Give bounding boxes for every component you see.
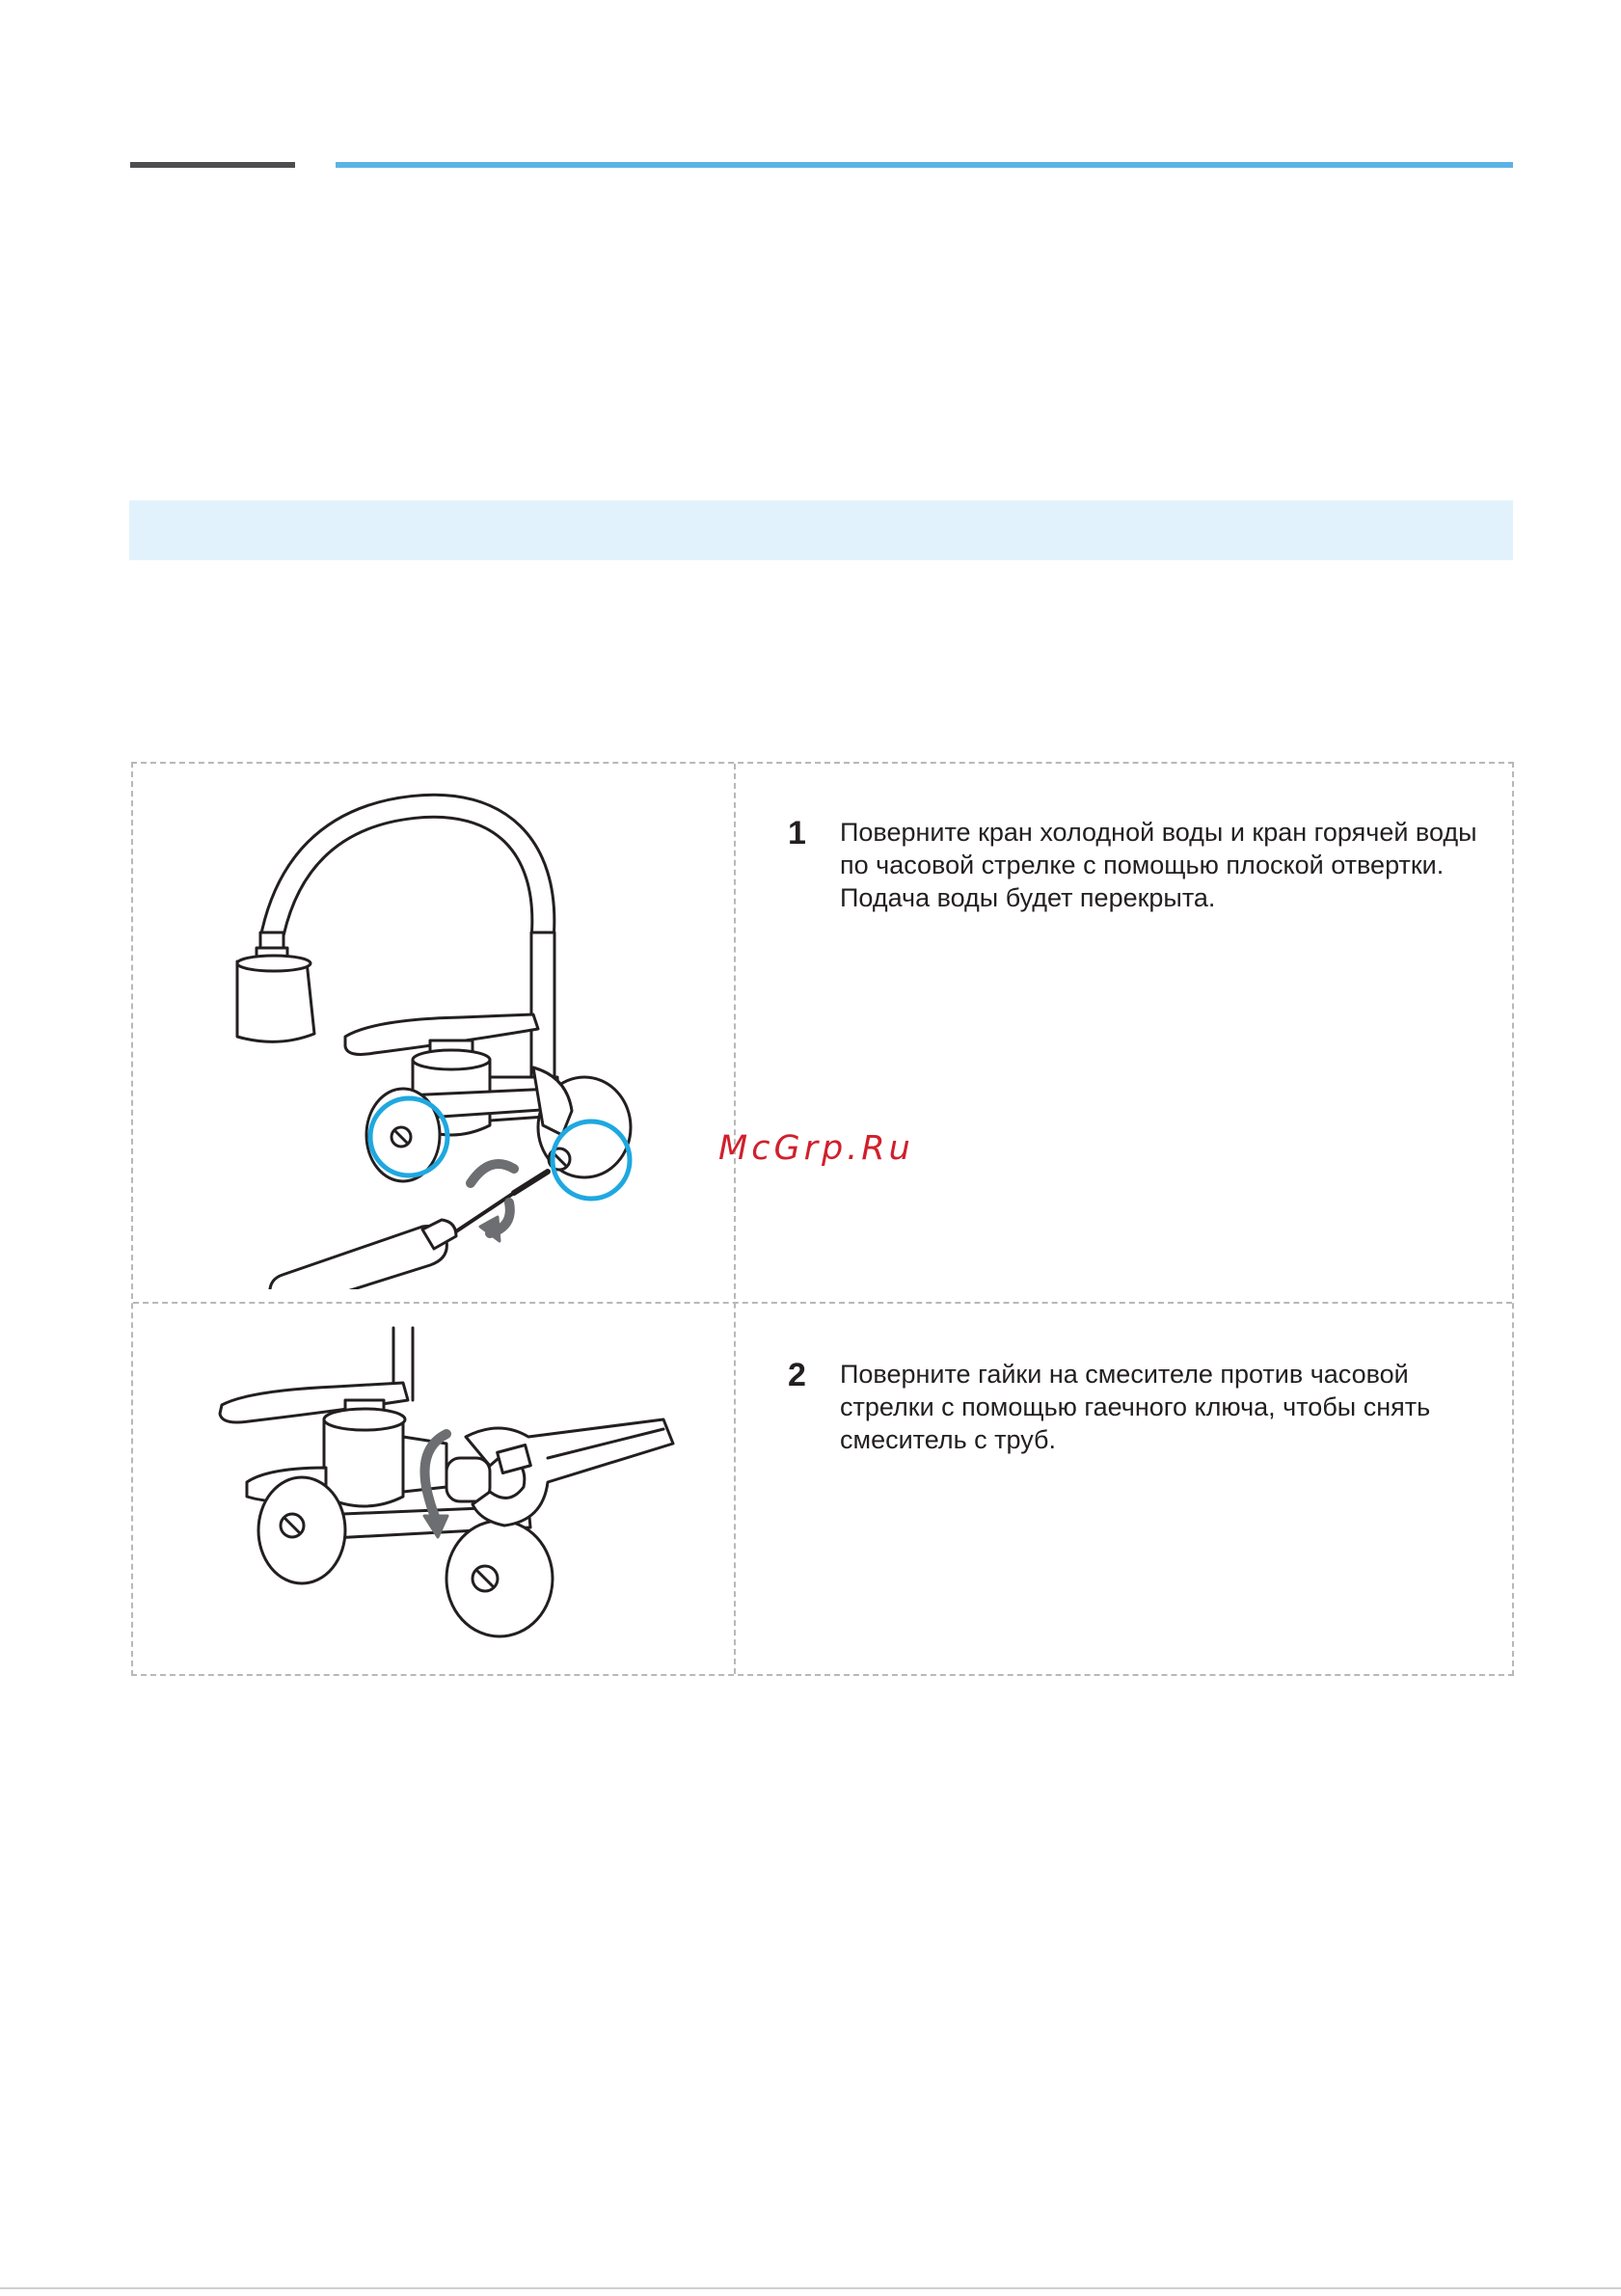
step-1-text: Поверните кран холодной воды и кран горячей воды по часовой стрелке с помощью плоской отвертки. Подача воды будет перекрыта. [840, 818, 1477, 912]
step-2-text: Поверните гайки на смесителе против часовой стрелки с помощью гаечного ключа, чтобы снять смеситель с труб. [840, 1360, 1431, 1454]
rotation-arrow-icon [471, 1164, 514, 1183]
row-divider [133, 1302, 1512, 1304]
right-escutcheon [446, 1521, 553, 1636]
watermark: McGrp.Ru [718, 1129, 914, 1168]
step-1-number: 1 [788, 815, 806, 851]
header-rule-dark [130, 162, 295, 168]
riser-pipe [531, 932, 554, 1087]
section-band [129, 500, 1513, 560]
screwdriver-handle [270, 1227, 447, 1289]
faucet-screwdriver-illustration [181, 788, 721, 1289]
spray-head [237, 961, 314, 1041]
column-divider [734, 764, 736, 1674]
steps-table [131, 762, 1514, 1676]
faucet-wrench-illustration [210, 1323, 731, 1670]
page-bottom-line [0, 2287, 1621, 2289]
valve-body [324, 1419, 403, 1506]
step-2-number: 2 [788, 1357, 806, 1393]
header-rule-blue [336, 162, 1513, 168]
